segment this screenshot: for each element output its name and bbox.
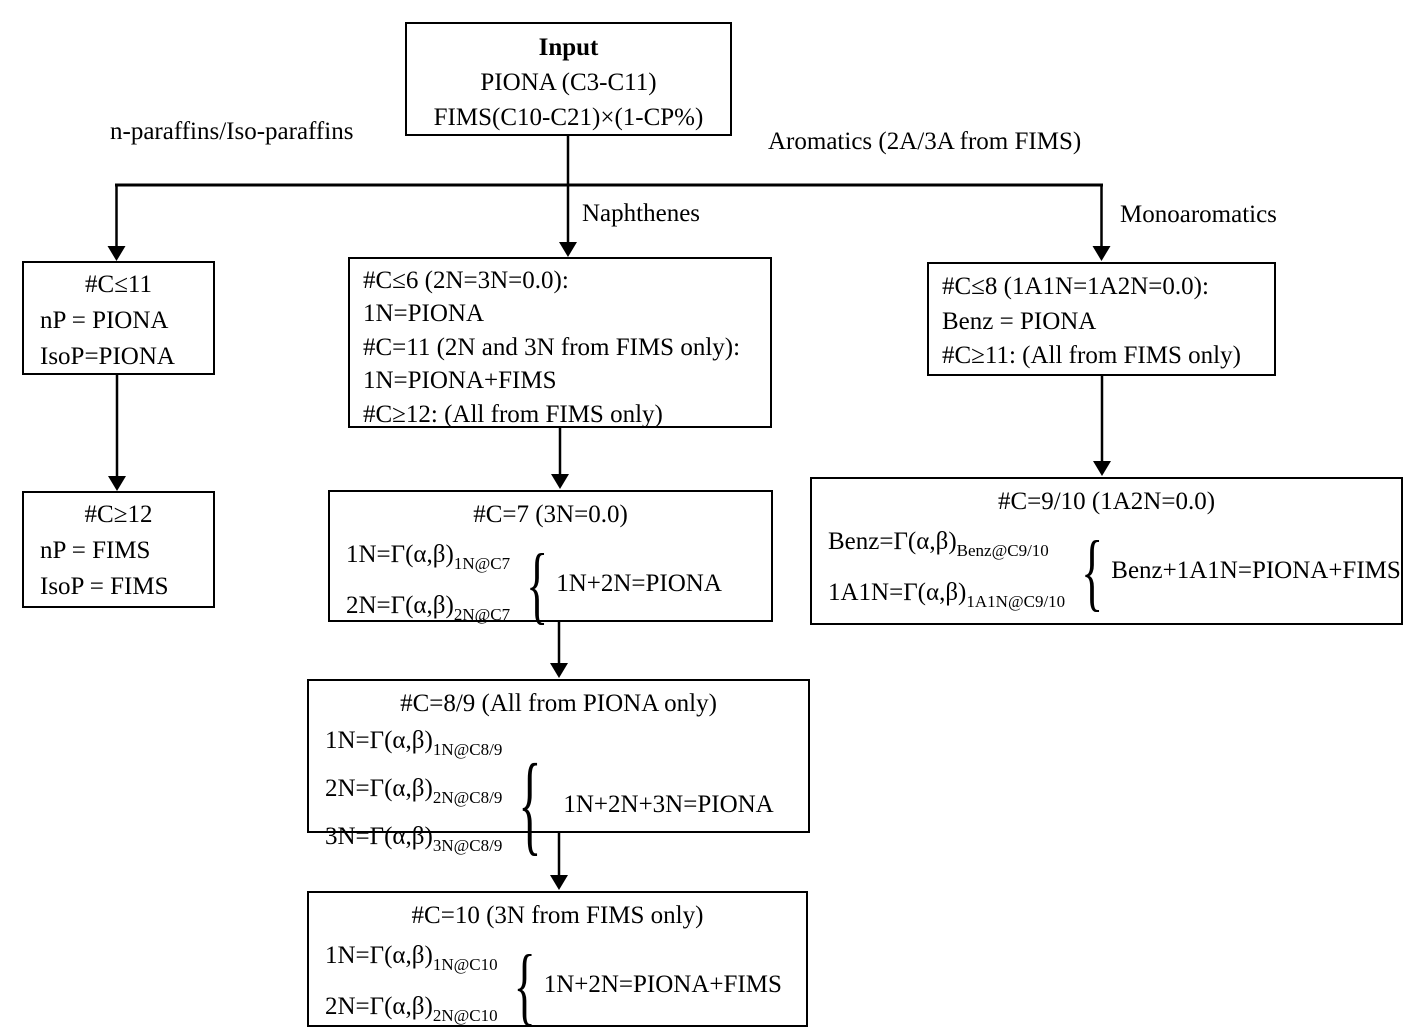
input-fims-line: FIMS(C10-C21)×(1-CP%) bbox=[433, 104, 704, 131]
monoaromatics-rule-3: #C≥11: (All from FIMS only) bbox=[942, 342, 1241, 369]
c10-title: #C=10 (3N from FIMS only) bbox=[411, 902, 704, 929]
paraffins-box2-condition: #C≥12 bbox=[84, 501, 153, 528]
c10-brace: { bbox=[513, 936, 536, 1033]
box-paraffins-c-ge-12 bbox=[22, 491, 215, 608]
box-naphthenes-c10 bbox=[307, 891, 808, 1033]
box-naphthenes-c8-9 bbox=[307, 679, 810, 867]
branch-label-aromatics: Aromatics (2A/3A from FIMS) bbox=[768, 128, 1082, 155]
arrow-m2-m3-head bbox=[550, 663, 568, 678]
box-monoaromatics-rules bbox=[927, 262, 1276, 376]
c8-9-formula-3n: $3N=\Gamma(\alpha,\beta)_{3N@C8/9}$ bbox=[325, 822, 503, 855]
naphthenes-rule-4: 1N=PIONA+FIMS bbox=[363, 367, 557, 395]
branch-label-naphthenes: Naphthenes bbox=[582, 200, 701, 227]
monoaromatics-rule-2: Benz = PIONA bbox=[942, 307, 1097, 335]
input-piona-line: PIONA (C3-C11) bbox=[480, 69, 657, 96]
c10-formula-2n: $2N=\Gamma(\alpha,\beta)_{2N@C10}$ bbox=[325, 992, 498, 1025]
paraffins-box1-condition: #C≤11 bbox=[85, 271, 152, 298]
c8-9-formula-2n: $2N=\Gamma(\alpha,\beta)_{2N@C8/9}$ bbox=[325, 774, 503, 807]
branch-label-paraffins: n-paraffins/Iso-paraffins bbox=[110, 118, 354, 145]
paraffins-box2-np: nP = FIMS bbox=[40, 537, 151, 564]
paraffins-box1-np: nP = PIONA bbox=[40, 307, 169, 334]
c7-title: #C=7 (3N=0.0) bbox=[473, 501, 628, 528]
paraffins-box1-isop: IsoP=PIONA bbox=[40, 343, 175, 370]
c8-9-brace: { bbox=[518, 742, 542, 867]
box-monoaromatics-c9-10 bbox=[810, 477, 1403, 625]
c9-10-constraint: Benz+1A1N=PIONA+FIMS bbox=[1111, 557, 1401, 585]
box-naphthenes-rules bbox=[348, 257, 772, 428]
monoaromatics-rule-1: #C≤8 (1A1N=1A2N=0.0): bbox=[942, 273, 1209, 300]
c8-9-title: #C=8/9 (All from PIONA only) bbox=[400, 690, 717, 717]
arrow-r1-r2-head bbox=[1093, 461, 1111, 476]
c8-9-formula-1n: $1N=\Gamma(\alpha,\beta)_{1N@C8/9}$ bbox=[325, 726, 503, 759]
c10-formula-1n: $1N=\Gamma(\alpha,\beta)_{1N@C10}$ bbox=[325, 941, 498, 974]
c7-formula-2n: $2N=\Gamma(\alpha,\beta)_{2N@C7}$ bbox=[346, 591, 511, 624]
naphthenes-branch-arrowhead bbox=[559, 242, 577, 257]
naphthenes-rule-5: #C≥12: (All from FIMS only) bbox=[363, 400, 663, 428]
c8-9-constraint: 1N+2N+3N=PIONA bbox=[563, 791, 774, 819]
naphthenes-rule-2: 1N=PIONA bbox=[363, 300, 485, 328]
arrow-l1-l2-head bbox=[108, 476, 126, 491]
naphthenes-rule-1: #C≤6 (2N=3N=0.0): bbox=[363, 267, 569, 294]
c7-constraint: 1N+2N=PIONA bbox=[556, 570, 722, 598]
c9-10-brace: { bbox=[1081, 522, 1104, 619]
paraffins-box2-isop: IsoP = FIMS bbox=[40, 573, 169, 600]
c9-10-title: #C=9/10 (1A2N=0.0) bbox=[997, 488, 1216, 515]
box-paraffins-c-le-11 bbox=[22, 261, 215, 375]
c7-formula-1n: $1N=\Gamma(\alpha,\beta)_{1N@C7}$ bbox=[346, 540, 511, 573]
c9-10-formula-benz: $Benz=\Gamma(\alpha,\beta)_{Benz@C9/10}$ bbox=[828, 527, 1049, 560]
naphthenes-rule-3: #C=11 (2N and 3N from FIMS only): bbox=[363, 333, 741, 361]
arrow-m3-m4-head bbox=[550, 875, 568, 890]
monoaromatics-branch-arrowhead bbox=[1093, 246, 1111, 261]
branch-label-monoaromatics: Monoaromatics bbox=[1120, 201, 1277, 228]
c10-constraint: 1N+2N=PIONA+FIMS bbox=[543, 971, 782, 999]
input-title: Input bbox=[538, 34, 599, 61]
box-naphthenes-c7 bbox=[328, 490, 773, 632]
c9-10-formula-1a1n: $1A1N=\Gamma(\alpha,\beta)_{1A1N@C9/10}$ bbox=[828, 578, 1066, 611]
left-branch-arrowhead bbox=[108, 246, 126, 261]
arrow-m1-m2-head bbox=[551, 474, 569, 489]
c7-brace: { bbox=[526, 535, 549, 632]
input-box bbox=[405, 22, 732, 136]
